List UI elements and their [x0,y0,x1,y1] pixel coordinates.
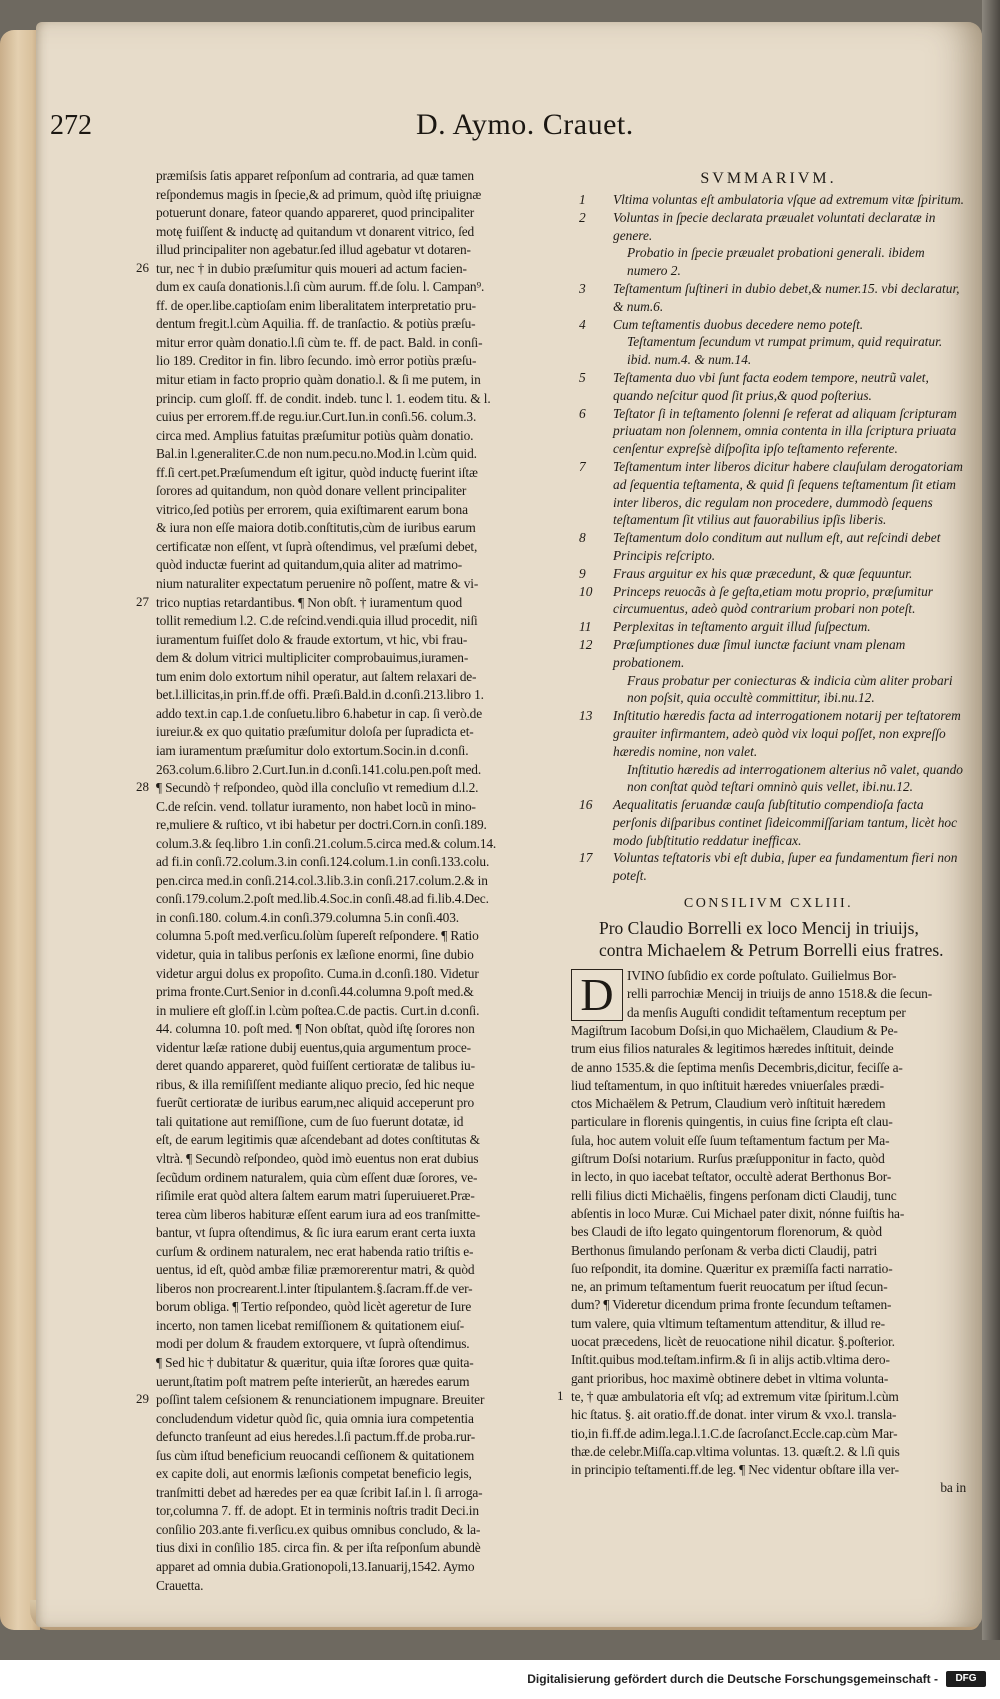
left-column [136,167,568,1595]
summary-item [571,458,966,529]
text-line: borum obliga. ¶ Tertio reſpondeo, quòd licèt ageretur de Iure [156,1299,472,1315]
text-line: terea cùm liberos habituræ eſſent earum iura ad eos tranſmitte- [156,1206,481,1222]
text-line: tur, nec † in dubio præſumitur quis moueri ad actum facien- [156,260,467,276]
credit-bar [0,1662,1000,1699]
text-line: conſilio 203.ante fi.verſicu.ex quibus omnibus concludo, & la- [156,1521,481,1537]
text-line: liberos non procrearent.l.inter ſtipulantem.§.ſacram.ff.de ver- [156,1280,473,1296]
text-line: iuramentum fuiſſet dolo & fraude extortum, vt hic, vbi frau- [156,631,468,647]
text-line: tollit remedium l.2. C.de reſcind.vendi.quia illud procedit, niſi [156,613,478,629]
credit-text: Digitalisierung gefördert durch die Deutsche Forschungsgemeinschaft - [527,1672,938,1686]
text-line: bantur, vt ſupra oſtendimus, & ſic iura earum erant certa iuxta [156,1225,476,1241]
text-line: uentus, id eſt, quòd ambæ filiæ præmorerentur matri, & quòd [156,1262,475,1278]
summary-item-text: Princeps reuocãs à ſe geſta,etiam motu proprio, præſumitur circumuentus, adeò quòd contrarium probari non poteſt. [613,583,933,617]
text-line: in lecto, in quo iacebat teſtator, occultè aderat Berthonus Bor- [571,1169,892,1185]
text-line: particulare in florenis quingentis, in cuius fine ſcripta eſt clau- [571,1114,893,1130]
text-line: C.de reſcin. vend. tollatur iuramento, non habet locũ in mino- [156,798,476,814]
text-line: ne, an primum teſtamentum fuerit reuocatum per iſtud ſecun- [571,1279,888,1295]
text-line: reſpondemus magis in ſpecie,& ad primum, quòd iſtę priuignæ [156,186,482,202]
text-line: uerunt,ſtatim poſt matrem peſte interierũt, an hæredes earum [156,1373,470,1389]
text-line: relli filius dicti Michaëlis, fingens perſonam dicti Claudij, tunc [571,1187,897,1203]
text-line: potuerunt donare, fateor quando appareret, quod principaliter [156,205,475,221]
text-line: trum eius filios naturales & legitimos hæredes inſtituit, deinde [571,1041,894,1057]
summary-item-text: Teſtamenta duo vbi ſunt facta eodem tempore, neutrũ valet, quando neſcitur quod ſit prius,& quod poſterius. [613,369,929,403]
text-line: re,muliere & ruſtico, vt ibi habetur per doctri.Corn.in conſi.189. [156,817,487,833]
text-line: conſi.179.colum.2.poſt med.lib.4.Soc.in conſi.48.ad fi.lib.4.Dec. [156,891,489,907]
dfg-logo: DFG [946,1671,986,1687]
summary-item-number: 11 [579,619,592,635]
summary-item-text: Fraus probatur per coniecturas & indicia cùm aliter probari non poſsit, quia occultè committitur, ibi.nu.12. [627,672,953,706]
book-page-edges [0,30,40,1630]
summary-item-text: Voluntas teſtatoris vbi eſt dubia, ſuper ea fundamentum fieri non poteſt. [613,850,958,884]
marginal-number: 28 [136,779,149,795]
summary-item-number: 1 [579,192,586,207]
text-line: videtur argui dolus ex propoſito. Cuma.in d.conſi.180. Videtur [156,965,479,981]
text-line: & iura non eſſe maiora dotib.conſtitutis,cùm de iuribus earum [156,520,476,536]
text-line: gant prioribus, hoc maximè obtinere debet in vltima volunta- [571,1370,889,1386]
text-line: ff.ſi cert.pet.Præſumendum eſt igitur, quòd inductę fuerint iſtæ [156,464,478,480]
text-line: trico nuptias retardantibus. ¶ Non obſt. † iuramentum quod [156,594,463,610]
summary-item [571,796,966,849]
summary-item [571,636,966,672]
summary-item-text: Teſtamentum dolo conditum aut nullum eſt, aut reſcindi debet Principis reſcripto. [613,530,941,563]
text-line: ¶ Sed hic † dubitatur & quæritur, quia iſtæ ſorores quæ quita- [156,1355,474,1370]
summary-item-text: Teſtamentum inter liberos dicitur habere clauſulam derogatoriam ad ſequentia teſtamenta, & quid ſi ſequens teſtamentum ſit etiam inter liberos, dic regulam non procedere, dummodò ſequens teſtamentum ſit vtilius aut fauorabilius ipſis liberis. [613,458,963,528]
summary-item [571,316,966,334]
text-line: hic ſtatus. §. ait oratio.ff.de donat. inter virum & vxo.l. transla- [571,1407,897,1423]
text-line: bes Claudi de iſto legato quingentorum florenorum, & quòd [571,1224,882,1240]
summary-item-text: Inſtitutio hæredis ad interrogationem alterius nõ valet, quando non conſtat quòd teſtari omninò quis vellet, ibi.nu.12. [627,761,963,795]
summary-item-number: 9 [579,565,586,581]
text-line: columna 5.poſt med.verſicu.ſolùm ſupereſt reſpondere. ¶ Ratio [156,928,479,944]
text-line: ribus, & illa remiſiſſent mediante aliquo precio, ſed hic neque [156,1076,475,1092]
summary-item-number: 8 [579,530,586,546]
summary-item-number: 4 [579,316,586,332]
text-line: deret quando appareret, quòd fuiſſent certioratæ de talibus iu- [156,1058,475,1074]
summary-item-number: 16 [579,797,593,813]
summary-item-text: Voluntas in ſpecie declarata præualet voluntati declaratæ in genere. [613,209,936,243]
summary-item [571,369,966,405]
case-title: Pro Claudio Borrelli ex loco Mencij in triuijs, contra Michaelem & Petrum Borrelli eius fratres. [599,918,944,961]
text-line: tum valere, quia vltimum teſtamentum attenditur, & illud re- [571,1315,885,1331]
text-line: concludendum videtur quòd ſic, quia omnia iura competentia [156,1410,474,1426]
summary-item [571,761,966,797]
text-line: pen.circa med.in conſi.214.col.3.lib.3.in conſi.217.colum.2.& in [156,872,488,888]
text-line: abſentis in loco Muræ. Cui Michael pater dixit, nónne fuiſtis ha- [571,1205,905,1221]
summary-item-text: Aequalitatis ſeruandæ cauſa ſubſtitutio compendioſa facta perſonis diſparibus continet ſideicommiſſariam tantum, licèt hoc modo ſubſtitutio reddatur inefficax. [613,797,958,848]
summary-item-text: Teſtamentum ſecundum vt rumpat primum, quid requiratur. ibid. num.4. & num.14. [627,334,943,368]
summary-item [571,191,966,209]
summary-item-text: Teſtamentum ſuſtineri in dubio debet,& numer.15. vbi declaratur, & num.6. [613,280,960,314]
text-line: ſuo reſpondit, ita domine. Quæritur ex præmiſſa facti narratio- [571,1260,893,1276]
drop-cap: D [571,969,623,1021]
summary-item-number: 2 [579,209,586,225]
text-line: uocat præcedens, licèt de reuocatione nihil dicatur. §.poſterior. [571,1334,895,1350]
text-line: in conſi.180. colum.4.in conſi.379.columna 5.in conſi.403. [156,909,459,925]
text-line: colum.3.& ſeq.libro 1.in conſi.21.colum.5.circa med.& colum.14. [156,835,497,851]
summary-item-number: 3 [579,280,586,296]
text-line: riſimile erat quòd altera ſaltem earum matri ſuperuiueret.Præ- [156,1188,475,1204]
summary-item-text: Præſumptiones duæ ſimul iunctæ faciunt vnam plenam probationem. [613,636,906,670]
summary-item-number: 12 [579,636,593,652]
text-line: Berthonus ſimulando perſonam & verba dicti Claudij, patri [571,1242,878,1258]
text-line: quòd inductæ fuerint ad quitandum,quia aliter ad matrimo- [156,557,463,573]
summary-item-text: Probatio in ſpecie præualet probationi generali. ibidem numero 2. [627,245,925,279]
text-line: giſtrum Doſsi notarium. Rurſus præſupponitur in facto, quòd [571,1151,885,1167]
text-line: Magiſtrum Iacobum Doſsi,in quo Michaëlem, Claudium & Pe- [571,1022,898,1038]
marginal-number: 26 [136,259,149,275]
summary-item-number: 17 [579,850,593,866]
text-line: relli parrochiæ Mencij in triuijs de anno 1518.& die ſecun- [627,986,933,1002]
text-line: Bal.in l.generaliter.C.de non num.pecu.no.Mod.in l.cùm quid. [156,446,477,462]
text-line: tio,in fi.ff.de adim.lega.l.1.C.de ſacroſanct.Eccle.cap.cùm Mar- [571,1425,898,1441]
text-line: dum ex cauſa donationis.l.ſi cùm aurum. ff.de ſolu. l. Campan⁹. [156,279,485,295]
text-line: da menſis Auguſti condidit teſtamentum receptum per [627,1004,906,1020]
text-line: dem & dolum vitrici multipliciter comprobauimus,iuramen- [156,650,469,666]
text-line: tali quitatione aut remiſſione, cum de ſuo fuerunt dotatæ, id [156,1113,464,1129]
summary-item-number: 6 [579,405,586,421]
text-line: poſſint talem ceſsionem & renunciationem impugnare. Breuiter [156,1392,485,1408]
text-line: 263.colum.6.libro 2.Curt.Iun.in d.conſi.141.colu.pen.poſt med. [156,761,482,777]
summary-item-text: Perplexitas in teſtamento arguit illud ſuſpectum. [613,619,871,635]
text-line: nium naturaliter expectatum peruenire nõ poſſent, matre & vi- [156,576,479,592]
text-line: bet.l.illicitas,in prin.ff.de offi. Præſi.Bald.in d.conſi.213.libro 1. [156,687,484,703]
text-line: incerto, non tamen licebat remiſſionem & quitationem eiuſ- [156,1317,465,1333]
summary-item [571,244,966,280]
text-line: illud principaliter non agebatur.ſed illud agebatur vt dotaren- [156,242,471,258]
text-line: certificatæ non eſſent, vt ſuprà oſtendimus, vel præſumi debet, [156,538,478,554]
summary-item [571,849,966,885]
text-line: ſecũdum ordinem naturalem, quia cùm eſſent duæ ſorores, ve- [156,1169,478,1185]
text-line: dentum fregit.l.cùm Aquilia. ff. de tranſactio. & potiùs præſu- [156,316,476,332]
text-line: circa med. Amplius fatuitas præſumitur potiùs quàm donatio. [156,427,474,443]
summary-item-text: Cum teſtamentis duobus decedere nemo poteſt. [613,316,864,332]
text-line: tius dixi in conſilio 185. circa fin. & per iſta reſponſum abundè [156,1540,481,1556]
text-line: princip. cum gloſſ. ff. de condit. indeb. tunc l. 1. eodem titu. & l. [156,390,491,406]
text-line: thæ.de celebr.Miſſa.cap.vltima voluntas. 13. quæſt.2. & l.ſi quis [571,1443,900,1459]
text-line: fuerũt certioratæ de iuribus earum,nec aliquid acceperunt pro [156,1095,475,1111]
text-line: ex capite doli, aut enormis læſionis competat beneficio legis, [156,1466,472,1482]
text-line: eſt, de earum legitimis quæ aſcendebant ad dotes conſtitutas & [156,1132,480,1148]
text-line: vitrico,ſed potiùs per errorem, quia exiſtimarent earum bona [156,501,468,517]
text-line: mitur etiam in facto proprio quàm donatio.l. & ſi me putem, in [156,372,481,388]
text-line: videntur læſæ ratione dubij euentus,quia argumentum proce- [156,1039,471,1055]
summary-item [571,672,966,708]
text-line: dum? ¶ Videretur dicendum prima fronte ſecundum teſtamen- [571,1297,892,1313]
text-line: ſus cùm iſtud beneficium reuocandi ceſſionem & quitationem [156,1447,475,1463]
text-line: iam iuramentum præſumitur dolo extortum.Socin.in d.conſi. [156,742,469,758]
text-line: defuncto tranſeunt ad eius heredes.l.ſi pactum.ff.de proba.rur- [156,1429,476,1445]
text-line: te, † quæ ambulatoria eſt vſq; ad extremum vitæ ſpiritum.l.cùm [571,1388,899,1404]
book-page [36,22,982,1627]
marginal-number: 1 [557,1387,564,1403]
marginal-number: 27 [136,593,149,609]
summarium-heading: SVMMARIVM. [700,170,837,187]
text-line: cuius per errorem.ff.de regu.iur.Curt.Iun.in conſi.56. colum.3. [156,409,477,425]
consilium-title: CONSILIVM CXLIII. [683,896,854,912]
summary-item-number: 7 [579,458,586,474]
text-line: in principio teſtamenti.ff.de leg. ¶ Nec videntur obſtare illa ver- [571,1462,899,1478]
text-line: 44. columna 10. poſt med. ¶ Non obſtat, quòd iſtę ſorores non [156,1021,475,1037]
page-number: 272 [50,110,92,141]
text-line: ctos Michaëlem & Petrum, Claudium verò inſtituit hæredem [571,1096,886,1112]
text-line: lio 189. Creditor in fin. libro ſecundo. imò error potiùs præſu- [156,353,477,369]
text-line: motę fuiſſent & inductę ad quitandum vt donarent vitrico, ſed [156,223,475,239]
summary-item [571,707,966,760]
text-line: IVINO ſubſidio ex corde poſtulato. Guilielmus Bor- [627,968,897,984]
text-line: ſula, hoc autem voluit eſſe ſuum teſtamentum factum per Ma- [571,1132,890,1148]
summary-item-text: Teſtator ſi in teſtamento ſolenni ſe referat ad aliquam ſcripturam priuatam non ſolennem, omnia contenta in illa ſcriptura priuata cenſentur expreſsè diſpoſita ipſo teſtamento referente. [613,405,957,457]
right-column [557,167,966,1498]
text-line: prima fronte.Curt.Senior in d.conſi.44.columna 9.poſt med.& [156,984,474,1000]
text-line: præmiſsis ſatis apparet reſponſum ad contraria, ad quæ tamen [156,168,474,183]
summary-item-number: 10 [579,583,593,599]
summary-item [571,209,966,245]
book-spine-shadow [982,0,1000,1640]
summary-item [571,405,966,458]
text-line: tranſmitti debet ad hæredes per ea quæ ſcribit Iaſ.in l. ſi arroga- [156,1484,483,1500]
marginal-number: 29 [136,1391,149,1407]
text-line: apparet ad omnia dubia.Grationopoli,13.Ianuarij,1542. Aymo [156,1559,475,1575]
text-line: mitur error quàm donatio.l.ſi cùm te. ff. de pact. Bald. in conſi- [156,334,483,350]
text-line: ff. de oper.libe.captioſam enim liberalitatem interpretatio pru- [156,297,476,313]
summarium-list [571,191,966,885]
summary-item [571,618,966,636]
text-line: liud teſtamentum, in quo inſtituit hæredes vniuerſales prædi- [571,1077,884,1093]
summary-item [571,280,966,316]
text-line: iureiur.& ex quo quitatio præſumitur doloſa per ſupradicta et- [156,724,474,740]
summary-item [571,565,966,583]
text-line: tor,columna 7. ff. de adopt. Et in terminis noſtris tradit Deci.in [156,1503,479,1519]
text-line: videtur, quia in talibus perſonis ex læſione enormi, ſine dubio [156,946,474,962]
summary-item [571,583,966,619]
summary-item-text: Vltima voluntas eſt ambulatoria vſque ad extremum vitæ ſpiritum. [613,192,964,207]
text-line: Crauetta. [156,1577,204,1593]
text-line: de anno 1535.& die ſeptima menſis Decembris,dicitur, feciſſe a- [571,1059,903,1075]
text-line: tum enim dolo extortum nihil operatur, aut ſaltem relaxari de- [156,668,477,684]
text-line: ſorores ad quitandum, non quòd donare vellent principaliter [156,483,467,499]
text-line: modi per dolum & fraudem extorquere, vt ſuprà oſtendimus. [156,1336,470,1352]
summary-item-number: 5 [579,369,586,385]
running-head: D. Aymo. Crauet. [416,108,634,141]
consilium-body [557,967,966,1498]
text-line: ad fi.in conſi.72.colum.3.in conſi.124.colum.1.in conſi.133.colu. [156,854,490,870]
text-line: in muliere eſt gloſſ.in l.cùm poſtea.C.de pactis. Curt.in d.conſi. [156,1002,480,1018]
text-line: addo text.in cap.1.de conſuetu.libro 6.habetur in cap. ſi verò.de [156,705,483,721]
summary-item-number: 13 [579,708,593,724]
summary-item-text: Inſtitutio hæredis facta ad interrogationem notarij per teſtatorem grauiter infirmantem, adeò quòd vix loqui poſſet, non expreſſo hæredis nomine, non valet. [613,708,961,759]
text-line: ¶ Secundò † reſpondeo, quòd illa concluſio vt remedium d.l.2. [156,780,479,796]
summary-item [571,529,966,565]
summary-item-text: Fraus arguitur ex his quæ præcedunt, & quæ ſequuntur. [613,565,913,581]
summary-item [571,333,966,369]
text-line: ba in [940,1480,966,1496]
text-line: Inſtit.quibus mod.teſtam.infirm.& ſi in alijs actib.vltima dero- [571,1352,890,1368]
text-line: curſum & ordinem naturalem, nec erat habenda ratio triſtis e- [156,1243,474,1259]
text-line: vltrà. ¶ Secundò reſpondeo, quòd imò euentus non erat dubius [156,1150,479,1166]
